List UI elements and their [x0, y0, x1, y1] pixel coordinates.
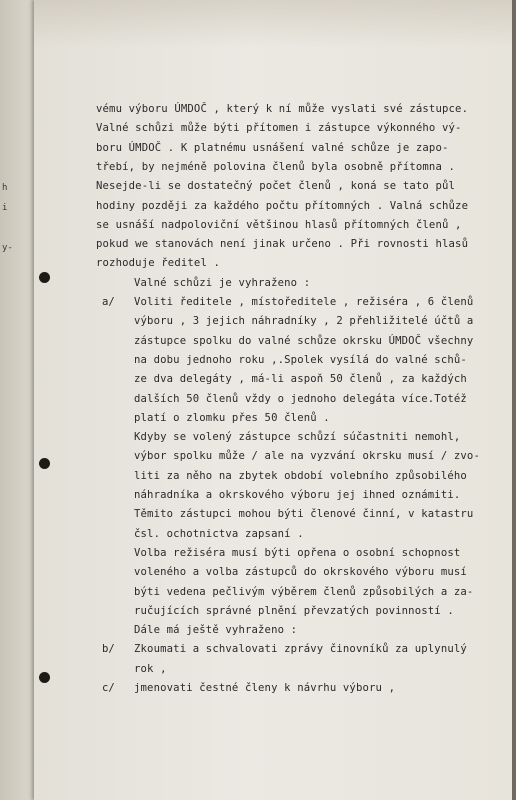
- text-line: výboru , 3 jejich náhradníky , 2 přehližitelé účtů a: [134, 315, 474, 328]
- text-line: Zkoumati a schvalovati zprávy činovníků za uplynulý: [134, 643, 467, 656]
- text-line: výbor spolku může / ale na vyzvání okrsku musí / zvo-: [134, 450, 480, 463]
- text-line: se usnáší nadpoloviční většinou hlasů přítomných členů ,: [96, 218, 462, 231]
- text-line: ze dva delegáty , má-li aspoň 50 členů , za každých: [134, 373, 467, 386]
- punch-hole: [39, 672, 50, 683]
- margin-fragment: h: [2, 183, 8, 193]
- item-marker: c/: [102, 682, 115, 694]
- text-line: platí o zlomku přes 50 členů .: [134, 411, 330, 424]
- text-line: jmenovati čestné členy k návrhu výboru ,: [134, 682, 396, 694]
- text-line: Kdyby se volený zástupce schůzí súčastniti nemohl,: [134, 431, 461, 444]
- text-line: býti vedena pečlivým výběrem členů způsobilých a za-: [134, 585, 474, 598]
- paper-stain: [34, 0, 512, 48]
- text-line: Nesejde-li se dostatečný počet členů , koná se tato půl: [96, 180, 456, 193]
- text-line: Valné schůzi může býti přítomen i zástupce výkonného vý-: [96, 122, 462, 135]
- margin-fragment: y-: [2, 243, 13, 253]
- text-line: rozhoduje ředitel .: [96, 257, 221, 270]
- punch-hole: [39, 458, 50, 469]
- text-line: na dobu jednoho roku ,.Spolek vysílá do valné schů-: [134, 353, 467, 366]
- text-line: náhradníka a okrskového výboru jej ihned oznámiti.: [134, 489, 461, 501]
- text-line: boru ÚMDOČ . K platnému usnášení valné schůze je zapo-: [96, 141, 449, 154]
- text-line: čsl. ochotnictva zapsaní .: [134, 527, 304, 540]
- text-line: ručujících správné plnění převzatých povinností .: [134, 604, 454, 617]
- text-line: Volba režiséra musí býti opřena o osobní schopnost: [134, 546, 461, 559]
- text-line: Voliti ředitele , místoředitele , režiséra , 6 členů: [134, 296, 474, 308]
- text-line: pokud we stanovách není jinak určeno . Při rovnosti hlasů: [96, 238, 469, 251]
- text-line: zástupce spolku do valné schůze okrsku ÚMDOČ všechny: [134, 334, 474, 347]
- punch-hole: [39, 272, 50, 283]
- text-line: Valné schůzi je vyhraženo :: [134, 276, 311, 289]
- item-marker: b/: [102, 643, 115, 656]
- text-line: Těmito zástupci mohou býti členové činní, v katastru: [134, 508, 474, 521]
- text-line: voleného a volba zástupců do okrskového výboru musí: [134, 566, 467, 579]
- margin-fragment: i: [2, 203, 8, 213]
- text-line: třebí, by nejméně polovina členů byla osobně přítomna .: [96, 160, 456, 173]
- text-line: vému výboru ÚMDOČ , který k ní může vyslati své zástupce.: [96, 103, 469, 115]
- text-line: liti za něho na zbytek období volebního způsobilého: [134, 469, 467, 482]
- text-line: hodiny později za každého počtu přítomných . Valná schůze: [96, 199, 469, 212]
- text-line: rok ,: [134, 662, 167, 675]
- text-line: Dále má ještě vyhraženo :: [134, 624, 298, 637]
- text-line: dalších 50 členů vždy o jednoho delegáta více.Totéž: [134, 392, 467, 405]
- item-marker: a/: [102, 296, 115, 308]
